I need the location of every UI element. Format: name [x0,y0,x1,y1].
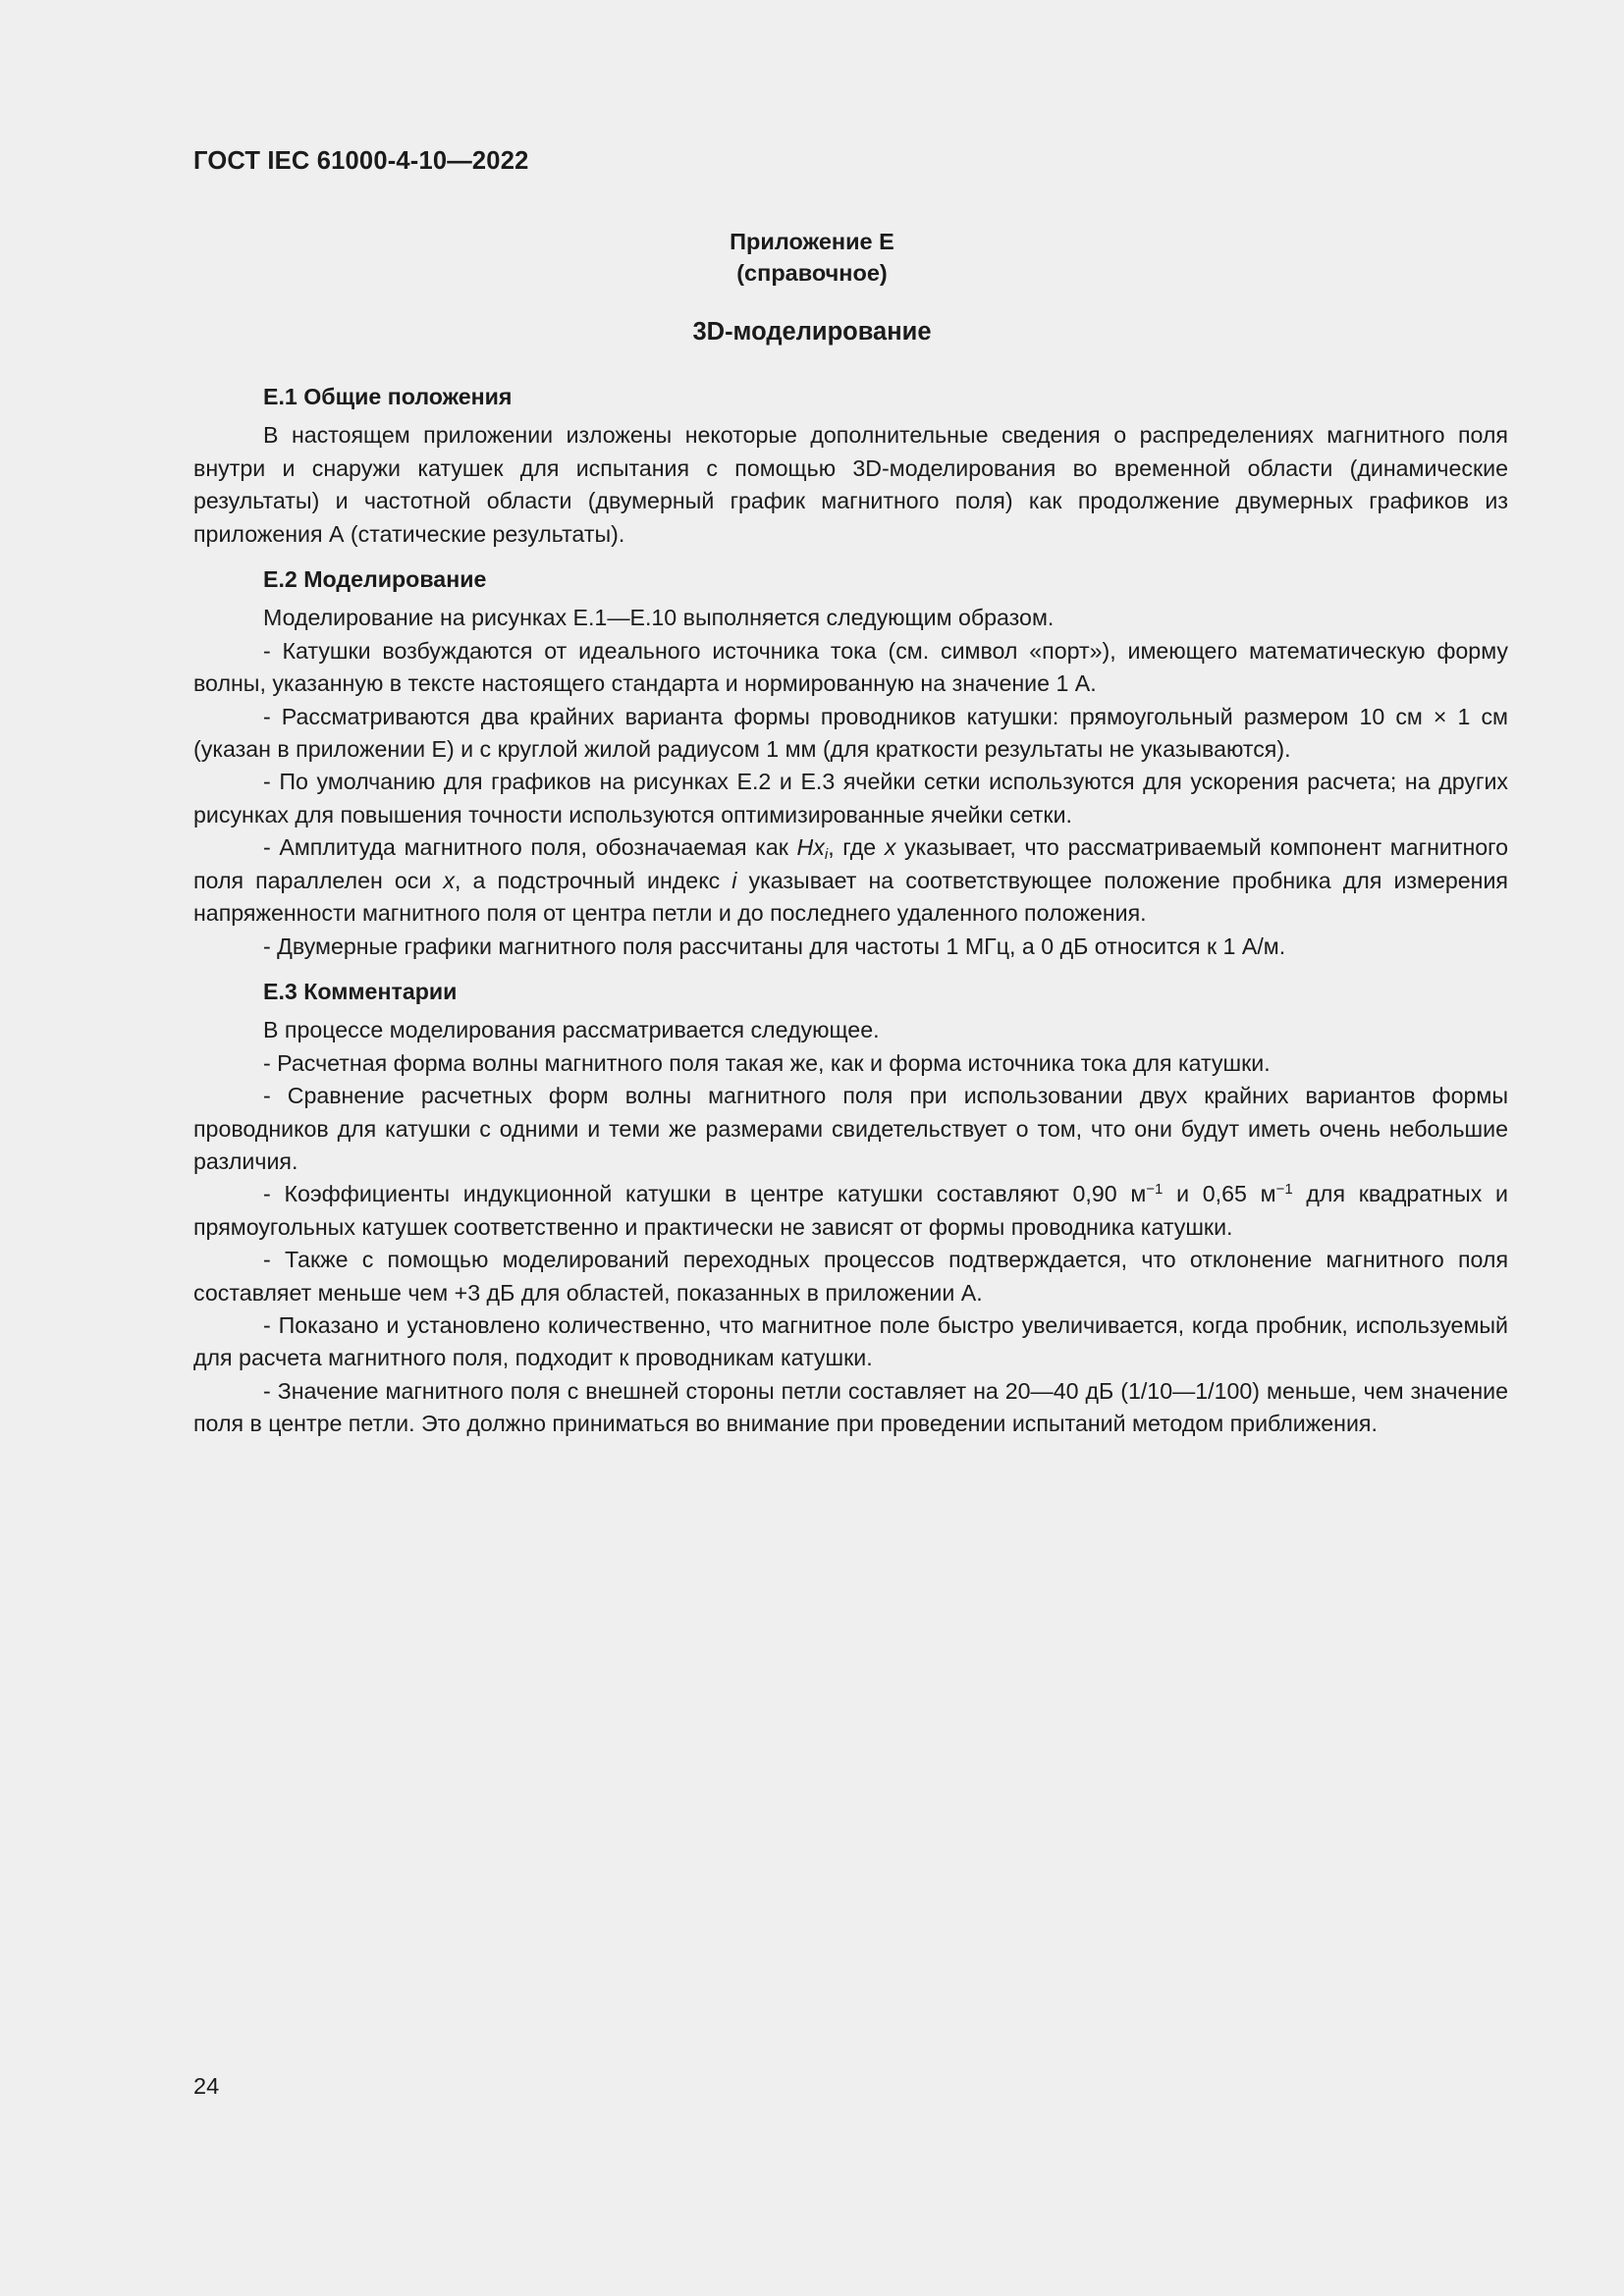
section-heading-e1: Е.1 Общие положения [263,384,513,409]
paragraph: - Также с помощью моделирований переходных процессов подтверждается, что отклонение магнитного поля составляет меньше чем +3 дБ для областей, показанных в приложении А. [193,1247,1508,1306]
appendix-kind: (справочное) [736,260,888,286]
paragraph: В настоящем приложении изложены некоторые дополнительные сведения о распределениях магнитного поля внутри и снаружи катушек для испытания с помощью 3D-моделирования во временной области (динамические результаты) и частотной области (двумерный график магнитного поля) как продолжение двумерных графиков из приложения А (статические результаты). [193,422,1508,547]
superscript: −1 [1146,1181,1164,1199]
superscript: −1 [1275,1181,1293,1199]
text-fragment: указывает, что рассматриваемый компонент магнитного поля параллелен оси [193,834,1508,893]
paragraph: - По умолчанию для графиков на рисунках Е.2 и Е.3 ячейки сетки используются для ускорения расчета; на других рисунках для повышения точности используются оптимизированные ячейки сетки. [193,769,1508,828]
text-fragment: указывает на соответствующее положение пробника для измерения напряженности магнитного поля от центра петли и до последнего удаленного положения. [193,867,1508,927]
text-fragment: и 0,65 м [1163,1181,1276,1207]
paragraph [193,831,1508,930]
page-title: 3D-моделирование [692,318,932,346]
text-fragment: - Амплитуда магнитного поля, обозначаемая как [263,834,797,861]
paragraph: В процессе моделирования рассматривается следующее. [263,1017,880,1043]
paragraph: - Показано и установлено количественно, что магнитное поле быстро увеличивается, когда пробник, используемый для расчета магнитного поля, подходит к проводникам катушки. [193,1311,1508,1371]
symbol-x: x [884,834,896,861]
paragraph: - Расчетная форма волны магнитного поля такая же, как и форма источника тока для катушки. [263,1049,1271,1076]
subscript-i: i [824,846,829,864]
symbol-hx: Hx [796,834,825,861]
appendix-title: Приложение Е [730,229,894,254]
section-heading-e3: Е.3 Комментарии [263,978,458,1004]
text-fragment: для квадратных и прямоугольных катушек соответственно и практически не зависят от формы проводника катушки. [193,1181,1508,1240]
paragraph: - Сравнение расчетных форм волны магнитного поля при использовании двух крайних вариантов формы проводников для катушки с одними и теми же размерами свидетельствует о том, что они будут иметь очень небольшие различия. [193,1083,1508,1174]
appendix-heading [0,226,1624,289]
document-code: ГОСТ IEC 61000-4-10—2022 [193,147,529,175]
document-body [193,381,1508,1441]
text-fragment: - Коэффициенты индукционной катушки в центре катушки составляют 0,90 м [263,1181,1147,1207]
text-fragment: , а подстрочный индекс [454,867,732,893]
paragraph: - Катушки возбуждаются от идеального источника тока (см. символ «порт»), имеющего математическую форму волны, указанную в тексте настоящего стандарта и нормированную на значение 1 А. [193,637,1508,697]
section-heading-e2: Е.2 Моделирование [263,566,487,593]
symbol-x: x [443,867,455,893]
paragraph: Моделирование на рисунках Е.1—Е.10 выполняется следующим образом. [263,605,1055,631]
paragraph [193,1178,1508,1244]
paragraph: - Значение магнитного поля с внешней стороны петли составляет на 20—40 дБ (1/10—1/100) меньше, чем значение поля в центре петли. Это должно приниматься во внимание при проведении испытаний методом приближения. [193,1377,1508,1437]
symbol-i: i [731,867,737,893]
text-fragment: , где [828,834,885,861]
paragraph: - Рассматриваются два крайних варианта формы проводников катушки: прямоугольный размером 10 см × 1 см (указан в приложении Е) и с круглой жилой радиусом 1 мм (для краткости результаты не указываются). [193,703,1508,763]
paragraph: - Двумерные графики магнитного поля рассчитаны для частоты 1 МГц, а 0 дБ относится к 1 А/м. [263,933,1286,959]
page-number: 24 [193,2073,220,2099]
